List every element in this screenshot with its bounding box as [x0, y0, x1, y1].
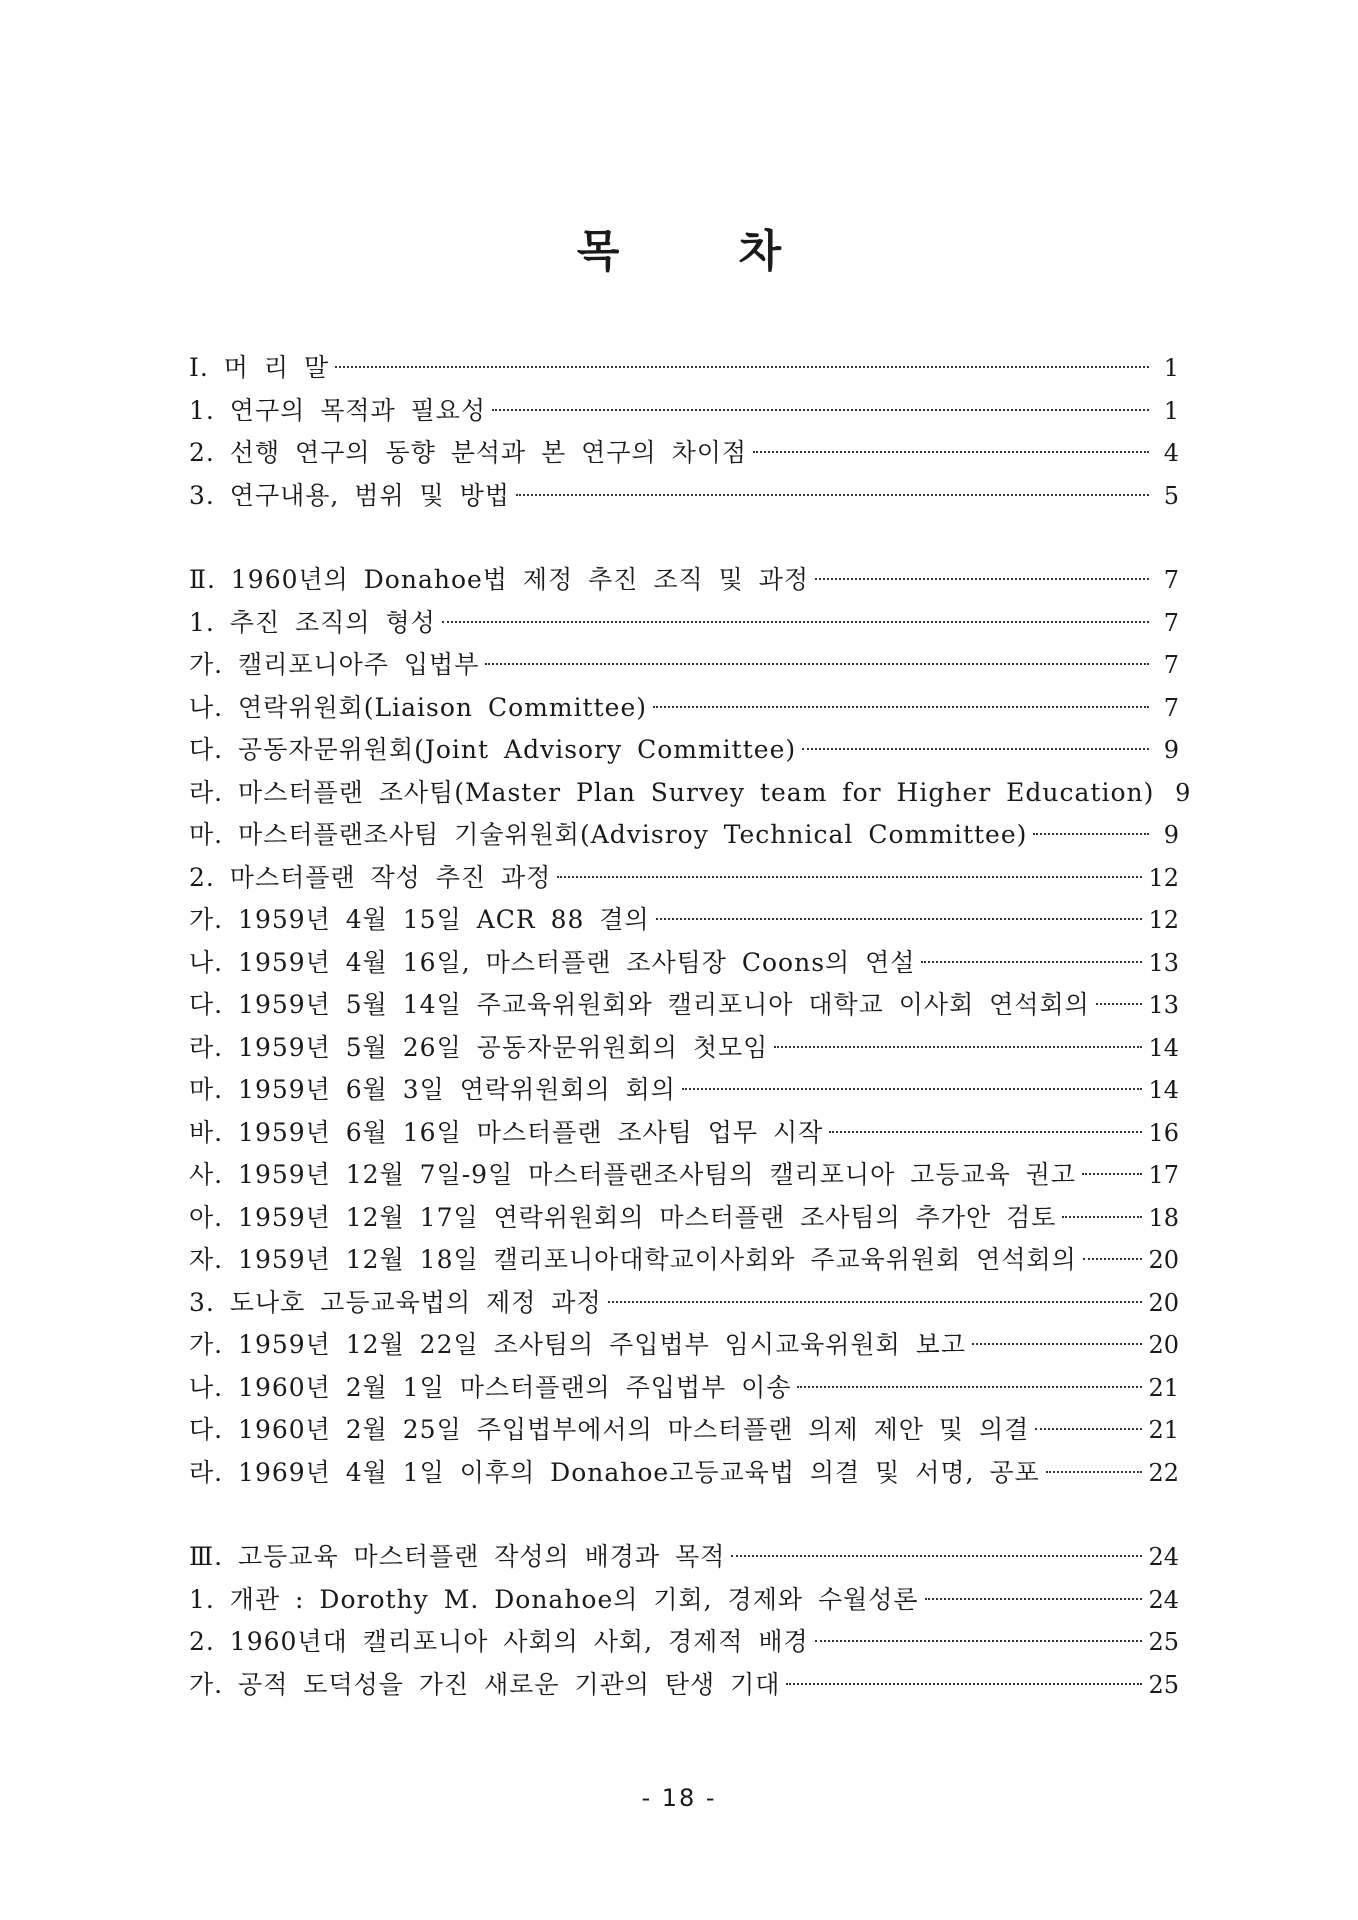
toc-entry-label: 나. 1960년 2월 1일 마스터플랜의 주입법부 이송 — [189, 1372, 792, 1402]
toc-entry — [189, 644, 1179, 687]
toc-entry — [189, 942, 1179, 985]
toc-entry — [189, 347, 1179, 390]
toc-entry-label: 라. 1959년 5월 26일 공동자문위원회의 첫모임 — [189, 1032, 769, 1062]
toc-entry — [189, 1367, 1179, 1410]
toc-entry — [189, 1112, 1179, 1155]
dot-leader — [656, 918, 1143, 920]
toc-entry-page: 22 — [1148, 1458, 1179, 1487]
toc-entry-label: 가. 캘리포니아주 입법부 — [189, 650, 480, 679]
toc-entry-label: 다. 공동자문위원회(Joint Advisory Committee) — [189, 735, 797, 764]
toc-entry — [189, 559, 1179, 602]
toc-entry-label: 자. 1959년 12월 18일 캘리포니아대학교이사회와 주교육위원회 연석회의 — [189, 1245, 1077, 1274]
dot-leader — [1046, 1471, 1143, 1473]
toc-entry-label: 다. 1960년 2월 25일 주입법부에서의 마스터플랜 의제 제안 및 의결 — [189, 1415, 1030, 1444]
toc-section — [189, 559, 1191, 1494]
toc-entry-label: 2. 마스터플랜 작성 추진 과정 — [189, 862, 552, 892]
dot-leader — [972, 1343, 1142, 1345]
toc-entry — [189, 814, 1179, 857]
dot-leader — [653, 706, 1149, 708]
toc-entry-page: 13 — [1148, 991, 1179, 1019]
toc-entry-page: 20 — [1148, 1331, 1179, 1359]
toc-entry-label: 사. 1959년 12월 7일-9일 마스터플랜조사팀의 캘리포니아 고등교육 권고 — [189, 1160, 1077, 1189]
toc-entry-label: 아. 1959년 12월 17일 연락위원회의 마스터플랜 조사팀의 추가안 검토 — [189, 1202, 1057, 1232]
dot-leader — [442, 621, 1149, 623]
dot-leader — [802, 748, 1149, 750]
toc-entry-page: 20 — [1148, 1288, 1179, 1317]
toc-entry-page: 14 — [1148, 1076, 1179, 1104]
toc-entry-label: Ⅱ. 1960년의 Donahoe법 제정 추진 조직 및 과정 — [189, 565, 810, 594]
dot-leader — [797, 1386, 1142, 1388]
toc-entry-label: 1. 개관 : Dorothy M. Donahoe의 기회, 경제와 수월성론 — [189, 1584, 919, 1614]
toc-entry — [189, 984, 1179, 1027]
toc-entry-label: 2. 1960년대 캘리포니아 사회의 사회, 경제적 배경 — [189, 1627, 809, 1656]
toc-entry-page: 20 — [1148, 1246, 1179, 1274]
toc-entry-page: 9 — [1163, 736, 1179, 764]
dot-leader — [335, 366, 1149, 368]
toc-entry — [189, 1154, 1179, 1197]
toc-entry-page: 18 — [1148, 1203, 1179, 1232]
toc-entry-page: 24 — [1148, 1543, 1179, 1571]
toc-entry — [189, 1664, 1179, 1707]
toc-entry-label: 가. 1959년 12월 22일 조사팀의 주입법부 임시교육위원회 보고 — [189, 1330, 966, 1359]
toc-entry-label: Ⅲ. 고등교육 마스터플랜 작성의 배경과 목적 — [189, 1542, 726, 1571]
toc-entry-label: 마. 마스터플랜조사팀 기술위원회(Advisroy Technical Committee) — [189, 820, 1028, 849]
toc-section — [189, 347, 1179, 517]
toc-entry — [189, 390, 1179, 433]
toc-entry-page: 12 — [1148, 863, 1179, 892]
toc-entry-page: 24 — [1148, 1585, 1179, 1614]
dot-leader — [1035, 1428, 1142, 1430]
toc-entry — [189, 1197, 1179, 1240]
toc-entry-page: 21 — [1148, 1373, 1179, 1402]
toc-entry-page: 25 — [1148, 1628, 1179, 1656]
toc-entry-label: 가. 공적 도덕성을 가진 새로운 기관의 탄생 기대 — [189, 1669, 781, 1699]
table-of-contents — [189, 347, 1191, 1706]
toc-entry-label: 3. 연구내용, 범위 및 방법 — [189, 480, 510, 510]
toc-entry-page: 12 — [1148, 906, 1179, 934]
toc-entry-label: 바. 1959년 6월 16일 마스터플랜 조사팀 업무 시작 — [189, 1117, 824, 1147]
dot-leader — [608, 1301, 1143, 1303]
toc-entry-label: 나. 연락위원회(Liaison Committee) — [189, 692, 647, 722]
toc-entry-page: 7 — [1163, 693, 1179, 722]
toc-entry — [189, 1069, 1179, 1112]
page-title: 목 차 — [576, 226, 834, 277]
toc-entry — [189, 1409, 1179, 1452]
toc-entry — [189, 432, 1179, 475]
toc-entry-label: 라. 1969년 4월 1일 이후의 Donahoe고등교육법 의결 및 서명, 공포 — [189, 1457, 1040, 1487]
toc-entry-page: 9 — [1163, 821, 1179, 849]
dot-leader — [492, 409, 1149, 411]
toc-entry-page: 14 — [1148, 1033, 1179, 1062]
toc-entry-page: 7 — [1163, 651, 1179, 679]
toc-entry — [189, 899, 1179, 942]
toc-entry-page: 5 — [1163, 481, 1179, 510]
toc-entry — [189, 1452, 1179, 1495]
dot-leader — [774, 1046, 1142, 1048]
toc-entry — [189, 857, 1179, 900]
toc-entry-page: 7 — [1163, 566, 1179, 594]
toc-entry-page: 1 — [1163, 396, 1179, 425]
toc-entry — [189, 1027, 1179, 1070]
dot-leader — [786, 1683, 1142, 1685]
dot-leader — [925, 1598, 1143, 1600]
toc-entry-page: 4 — [1163, 439, 1179, 467]
dot-leader — [731, 1555, 1142, 1557]
toc-entry-label: 나. 1959년 4월 16일, 마스터플랜 조사팀장 Coons의 연설 — [189, 947, 916, 977]
toc-entry — [189, 1239, 1179, 1282]
toc-entry — [189, 1282, 1179, 1325]
toc-entry — [189, 1536, 1179, 1579]
dot-leader — [1096, 1003, 1143, 1005]
toc-entry-label: 다. 1959년 5월 14일 주교육위원회와 캘리포니아 대학교 이사회 연석회의 — [189, 990, 1090, 1019]
toc-entry-label: 1. 추진 조직의 형성 — [189, 607, 436, 637]
toc-entry — [189, 602, 1179, 645]
dot-leader — [815, 578, 1149, 580]
toc-entry — [189, 1621, 1179, 1664]
toc-entry-page: 17 — [1148, 1161, 1179, 1189]
toc-entry-label: 마. 1959년 6월 3일 연락위원회의 회의 — [189, 1075, 676, 1104]
toc-entry — [189, 1579, 1179, 1622]
toc-entry-page: 7 — [1163, 608, 1179, 637]
dot-leader — [1033, 833, 1149, 835]
toc-entry-page: 13 — [1148, 948, 1179, 977]
toc-entry-label: 1. 연구의 목적과 필요성 — [189, 395, 487, 425]
toc-entry-page: 16 — [1148, 1118, 1179, 1147]
toc-entry — [189, 729, 1179, 772]
dot-leader — [516, 494, 1149, 496]
dot-leader — [1062, 1216, 1142, 1218]
toc-section — [189, 1536, 1179, 1706]
toc-entry-label: 가. 1959년 4월 15일 ACR 88 결의 — [189, 905, 650, 934]
toc-entry — [189, 772, 1191, 815]
dot-leader — [829, 1131, 1142, 1133]
toc-entry-page: 21 — [1148, 1416, 1179, 1444]
dot-leader — [921, 961, 1142, 963]
dot-leader — [557, 876, 1142, 878]
toc-entry-label: Ⅰ. 머 리 말 — [189, 353, 330, 382]
toc-entry-page: 25 — [1148, 1670, 1179, 1699]
toc-entry-label: 3. 도나호 고등교육법의 제정 과정 — [189, 1287, 602, 1317]
toc-entry — [189, 687, 1179, 730]
toc-entry-label: 2. 선행 연구의 동향 분석과 본 연구의 차이점 — [189, 438, 748, 467]
toc-entry — [189, 1324, 1179, 1367]
dot-leader — [815, 1640, 1143, 1642]
toc-entry-page: 9 — [1175, 778, 1191, 807]
dot-leader — [485, 663, 1149, 665]
toc-entry-page: 1 — [1163, 354, 1179, 382]
dot-leader — [753, 451, 1149, 453]
dot-leader — [1083, 1258, 1143, 1260]
toc-entry-label: 라. 마스터플랜 조사팀(Master Plan Survey team for Higher Education) — [189, 777, 1155, 807]
dot-leader — [682, 1088, 1143, 1090]
page-number: - 18 - — [641, 1784, 717, 1812]
toc-entry — [189, 475, 1179, 518]
dot-leader — [1082, 1173, 1142, 1175]
